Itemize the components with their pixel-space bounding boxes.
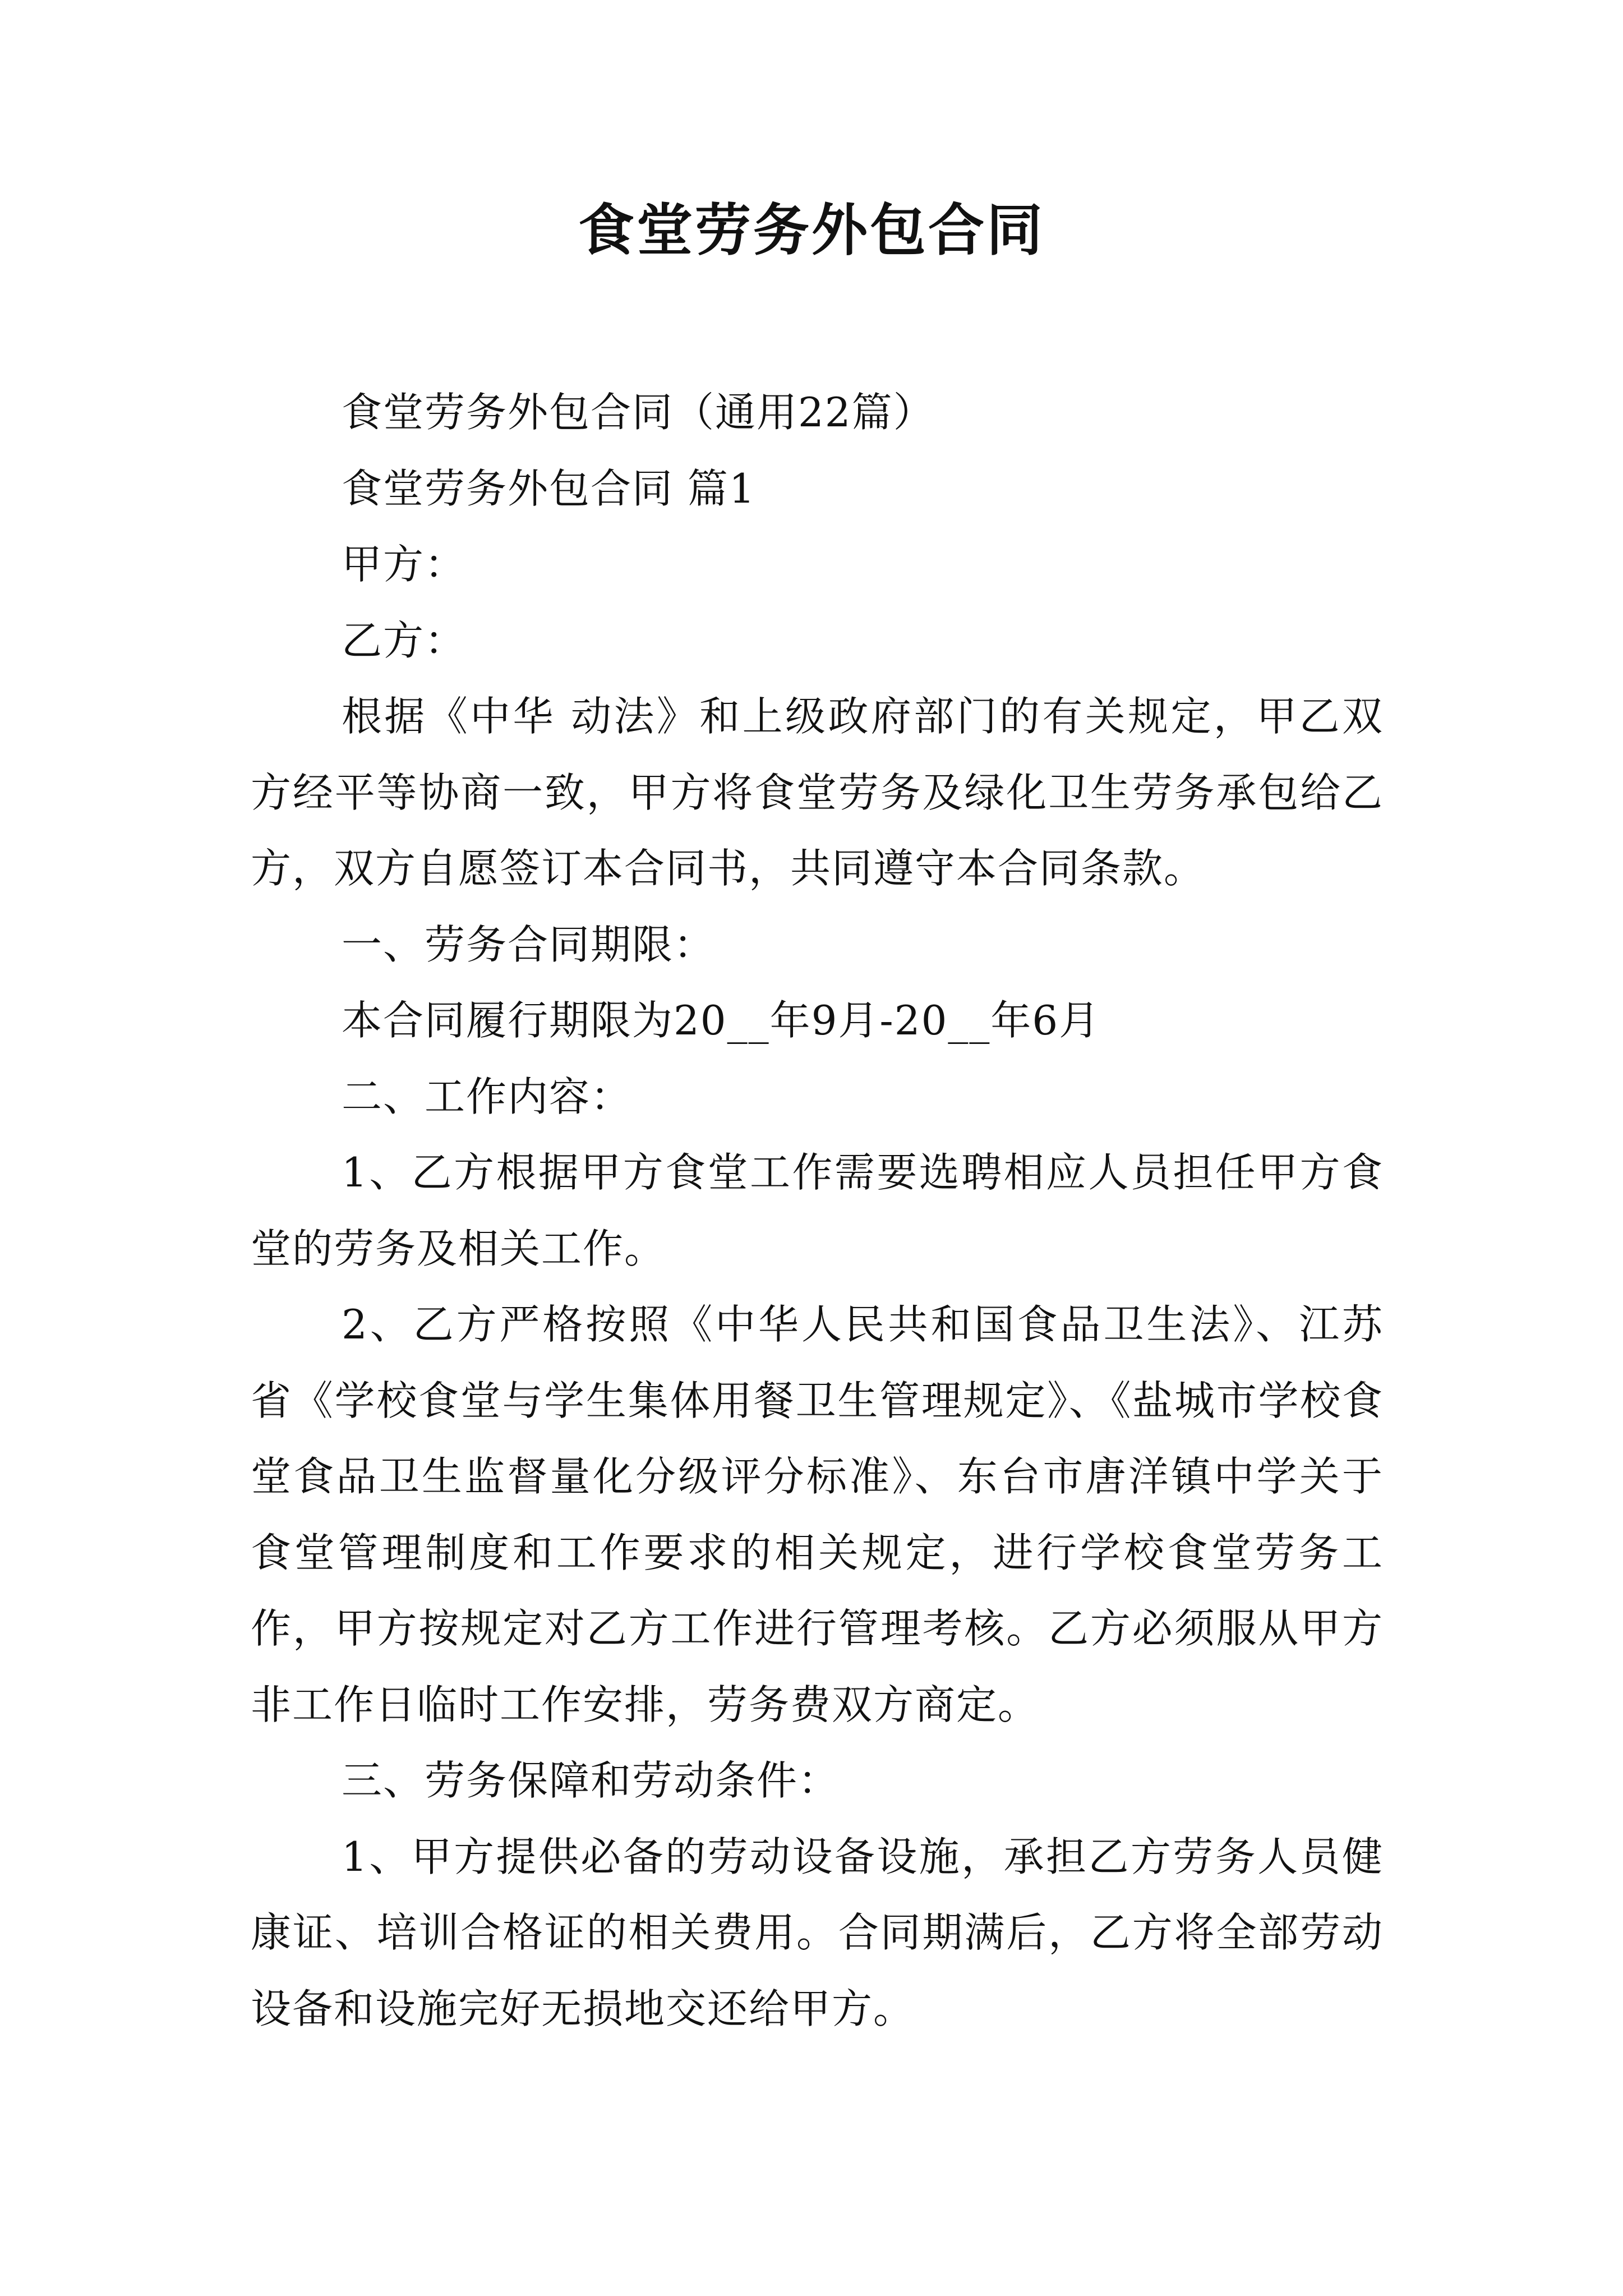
paragraph-heading-conditions: 三、劳务保障和劳动条件： bbox=[342, 1757, 840, 1804]
document-body bbox=[251, 375, 1384, 2047]
paragraph-work-item-1: 1、乙方根据甲方食堂工作需要选聘相应人员担任甲方食堂的劳务及相关工作。 bbox=[251, 1149, 1384, 1272]
paragraph-work-item-2: 2、乙方严格按照《中华人民共和国食品卫生法》、江苏省《学校食堂与学生集体用餐卫生管理规定》、《盐城市学校食堂食品卫生监督量化分级评分标准》、东台市唐洋镇中学关于食堂管理制度和工作要求的相关规定，进行学校食堂劳务工作，甲方按规定对乙方工作进行管理考核。乙方必须服从甲方非工作日临时工作安排，劳务费双方商定。 bbox=[251, 1301, 1384, 1728]
paragraph-term-period: 本合同履行期限为20__年9月-20__年6月 bbox=[342, 997, 1101, 1044]
paragraph-section-heading: 食堂劳务外包合同 篇1 bbox=[342, 464, 756, 512]
paragraph-conditions-item-1: 1、甲方提供必备的劳动设备设施，承担乙方劳务人员健康证、培训合格证的相关费用。合同期满后，乙方将全部劳动设备和设施完好无损地交还给甲方。 bbox=[251, 1833, 1384, 2032]
paragraph-party-b: 乙方： bbox=[342, 616, 467, 664]
paragraph-party-a: 甲方： bbox=[342, 541, 467, 588]
paragraph-heading-work: 二、工作内容： bbox=[342, 1073, 633, 1120]
document-title: 食堂劳务外包合同 bbox=[578, 197, 1045, 263]
paragraph-subtitle: 食堂劳务外包合同（通用22篇） bbox=[342, 389, 935, 436]
paragraph-heading-term: 一、劳务合同期限： bbox=[342, 921, 716, 968]
paragraph-preamble: 根据《中华 动法》和上级政府部门的有关规定，甲乙双方经平等协商一致，甲方将食堂劳务及绿化卫生劳务承包给乙方，双方自愿签订本合同书，共同遵守本合同条款。 bbox=[251, 693, 1384, 892]
